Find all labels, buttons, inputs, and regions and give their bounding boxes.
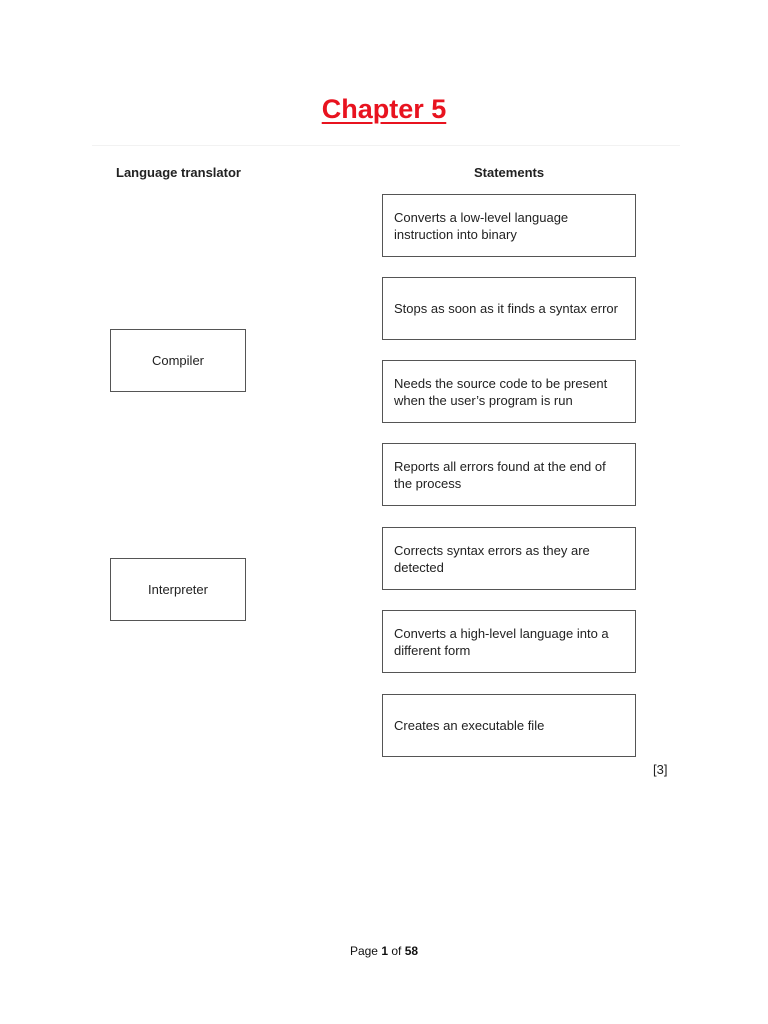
marks-indicator: [3] bbox=[653, 762, 668, 777]
statement-text: Needs the source code to be present when the user’s program is run bbox=[394, 375, 608, 408]
footer-total-pages: 58 bbox=[404, 944, 419, 958]
statement-box[interactable] bbox=[382, 194, 636, 257]
footer-current-page: 1 bbox=[381, 944, 388, 958]
statement-box[interactable] bbox=[382, 694, 636, 757]
statement-box[interactable] bbox=[382, 277, 636, 340]
divider bbox=[92, 145, 680, 146]
translator-label: Compiler bbox=[151, 353, 204, 368]
statement-text: Corrects syntax errors as they are detected bbox=[394, 542, 590, 575]
statement-text: Stops as soon as it finds a syntax error bbox=[394, 301, 618, 316]
statement-box[interactable] bbox=[382, 610, 636, 673]
footer-of-word: of bbox=[391, 944, 402, 958]
statement-box[interactable] bbox=[382, 443, 636, 506]
page-footer bbox=[0, 944, 768, 958]
statement-text: Converts a high-level language into a different form bbox=[394, 625, 609, 658]
column-heading-statements: Statements bbox=[474, 165, 545, 180]
statement-box[interactable] bbox=[382, 360, 636, 423]
footer-page-word: Page bbox=[349, 944, 378, 958]
translator-label: Interpreter bbox=[148, 582, 208, 597]
translator-box-interpreter[interactable] bbox=[110, 558, 246, 621]
page-title: Chapter 5 bbox=[321, 94, 447, 124]
statement-box[interactable] bbox=[382, 527, 636, 590]
column-heading-language-translator: Language translator bbox=[116, 165, 241, 180]
statement-text: Reports all errors found at the end of the process bbox=[394, 458, 606, 491]
statement-text: Creates an executable file bbox=[394, 718, 545, 733]
statement-text: Converts a low-level language instruction into binary bbox=[394, 209, 569, 242]
translator-box-compiler[interactable] bbox=[110, 329, 246, 392]
